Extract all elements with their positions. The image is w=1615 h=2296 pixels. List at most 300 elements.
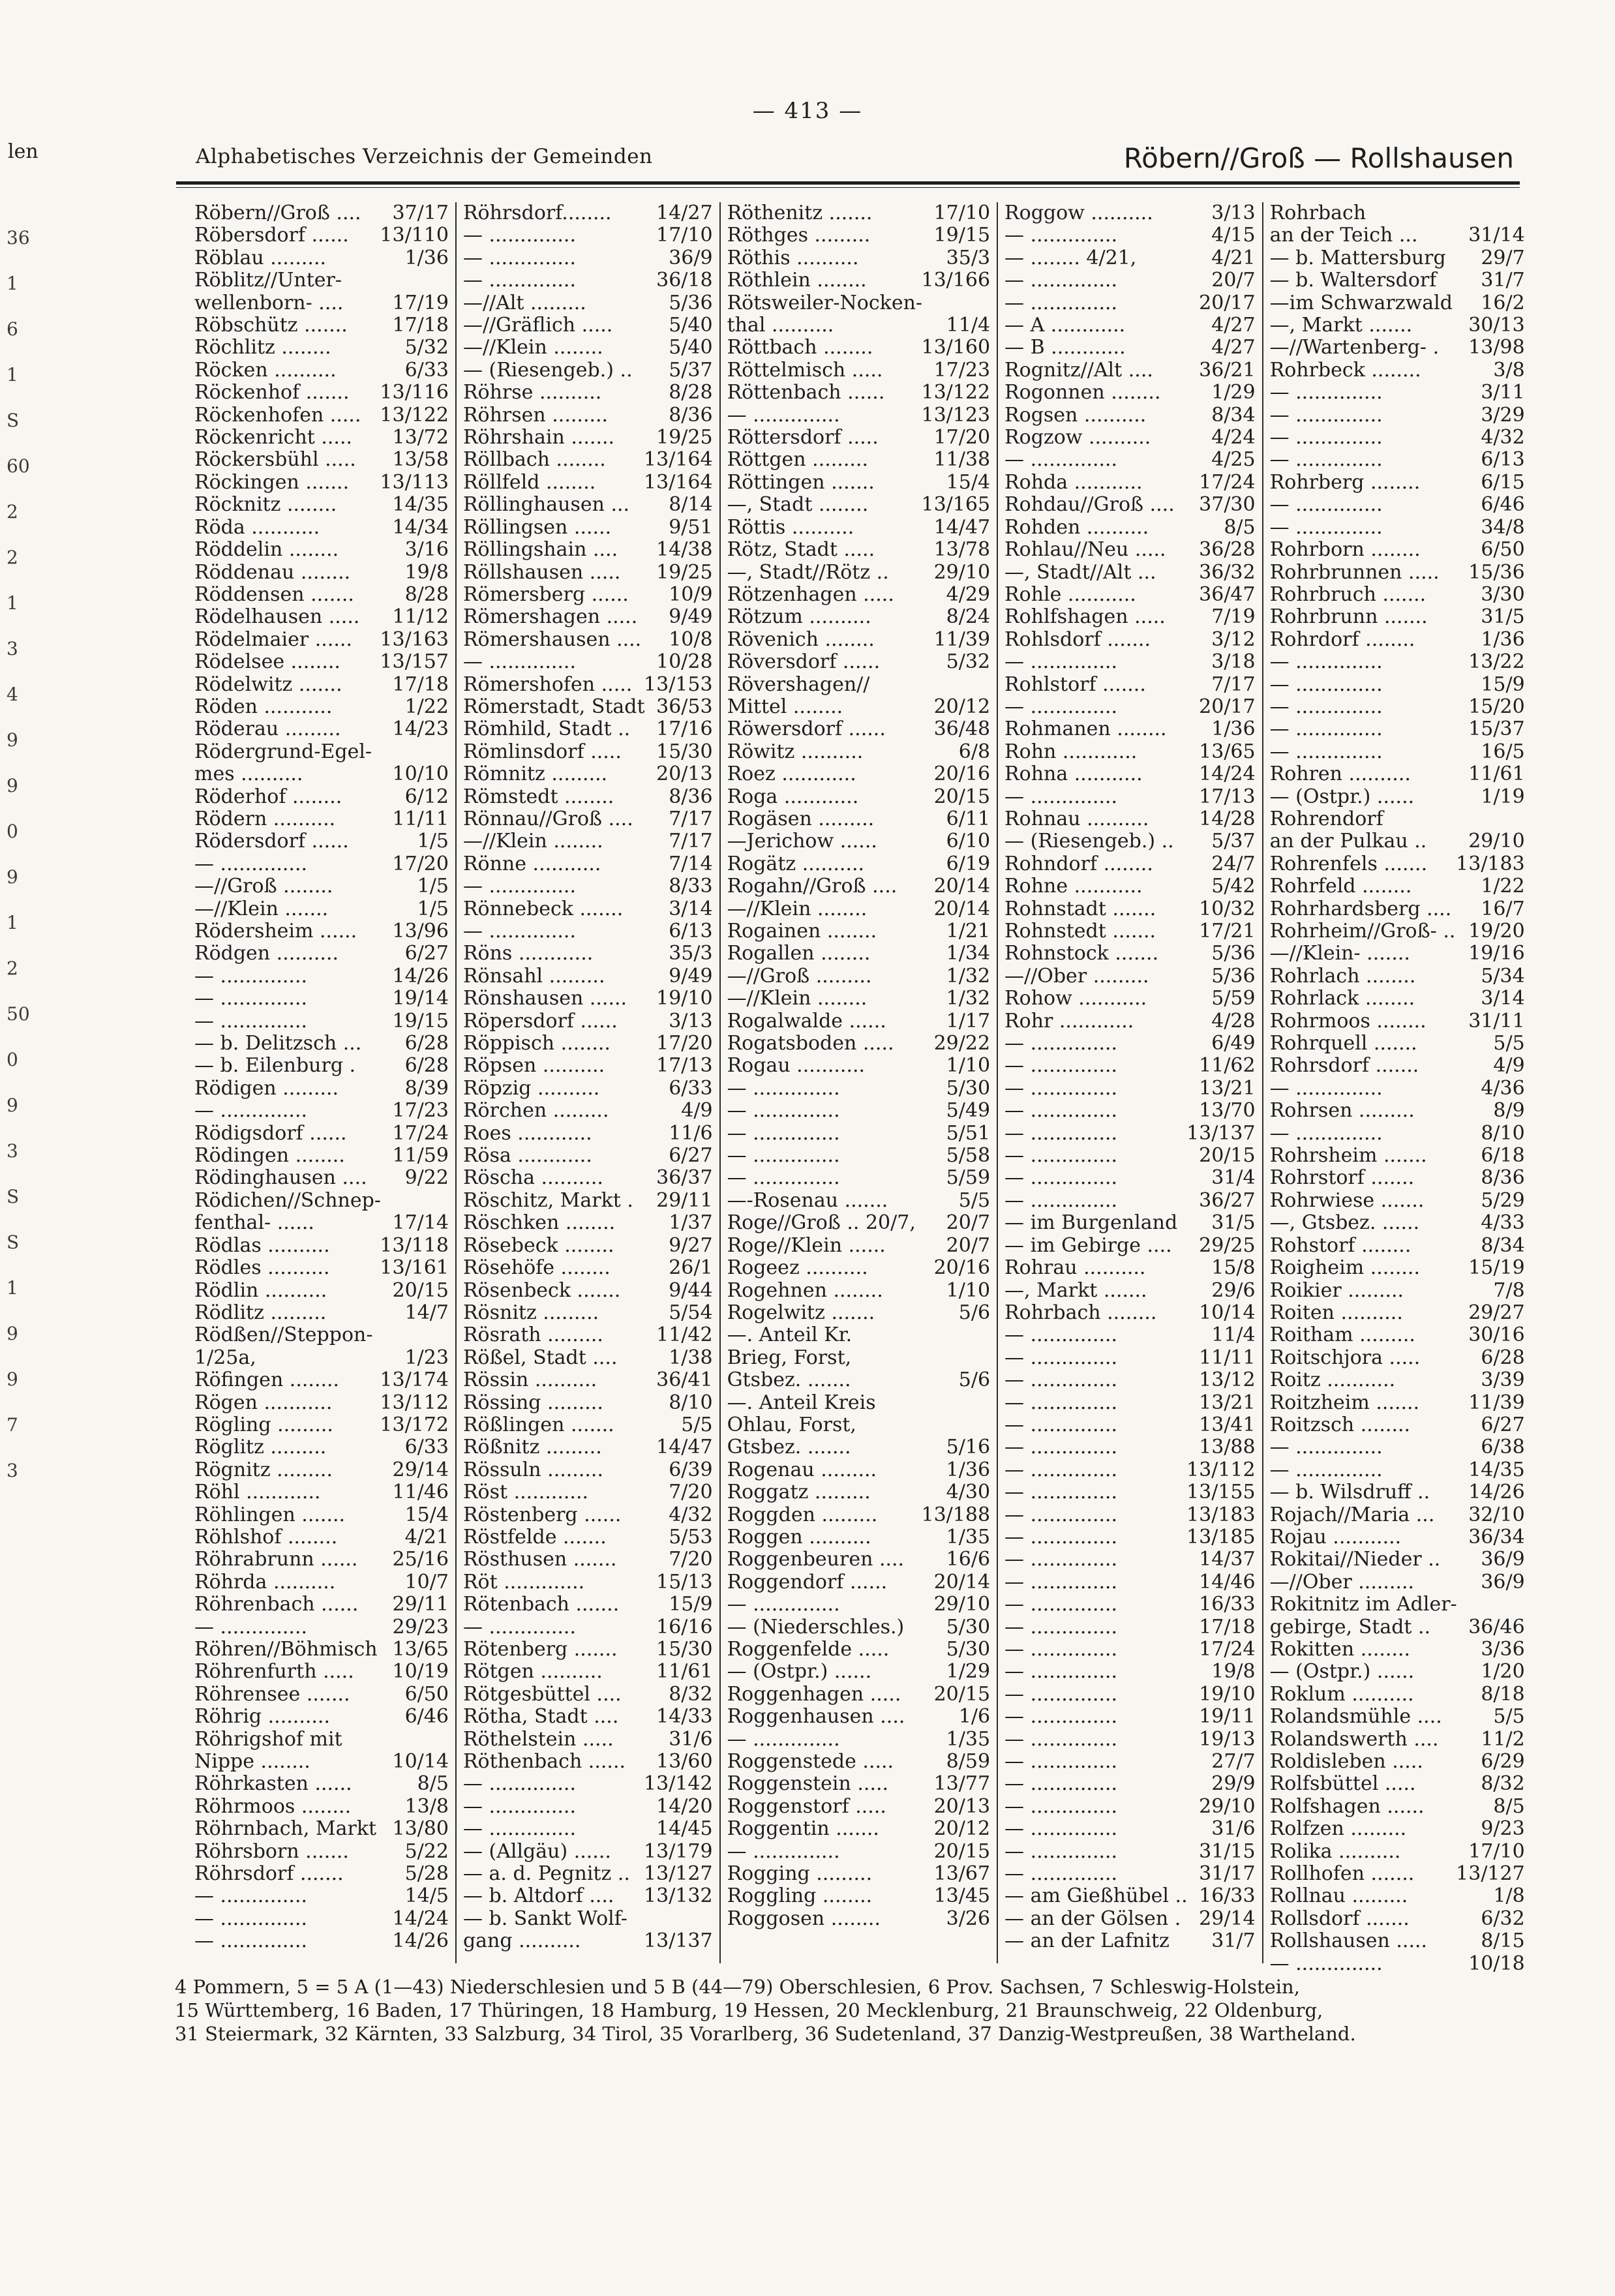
entry-ref: 8/34 bbox=[1481, 1233, 1525, 1257]
entry-name: Rollnau ......... bbox=[1269, 1884, 1408, 1908]
index-entry bbox=[1004, 472, 1256, 494]
entry-ref: 6/13 bbox=[1481, 448, 1525, 472]
index-entry bbox=[463, 1033, 713, 1055]
index-entry bbox=[727, 1145, 990, 1167]
entry-name: — (Ostpr.) ...... bbox=[727, 1660, 872, 1684]
entry-ref: 1/22 bbox=[404, 695, 449, 718]
entry-ref: 10/9 bbox=[669, 582, 713, 606]
index-entry bbox=[194, 359, 449, 382]
entry-name: — .............. bbox=[1004, 1772, 1118, 1796]
entry-ref: 36/37 bbox=[656, 1166, 713, 1190]
entry-ref: 14/26 bbox=[1468, 1481, 1525, 1504]
index-entry bbox=[1004, 875, 1256, 898]
entry-name: Rödinghausen .... bbox=[194, 1166, 367, 1190]
entry-ref: 3/12 bbox=[1211, 627, 1256, 651]
index-entry bbox=[1270, 1347, 1525, 1369]
entry-ref: 5/40 bbox=[669, 314, 713, 337]
entry-ref: 13/166 bbox=[921, 269, 991, 292]
entry-name: Roggenstorf ..... bbox=[727, 1794, 886, 1818]
entry-name: — .............. bbox=[1004, 1391, 1118, 1414]
index-entry bbox=[727, 1392, 990, 1414]
entry-ref: 29/10 bbox=[933, 1593, 991, 1616]
index-entry bbox=[194, 1594, 449, 1616]
entry-ref: 5/59 bbox=[1211, 987, 1256, 1010]
index-entry bbox=[1004, 1908, 1256, 1930]
index-entry bbox=[1270, 1639, 1525, 1661]
entry-ref: 8/5 bbox=[417, 1772, 449, 1796]
index-entry bbox=[194, 1841, 449, 1863]
index-entry bbox=[1004, 449, 1256, 471]
index-entry bbox=[463, 269, 713, 292]
entry-ref: 36/9 bbox=[669, 246, 713, 269]
entry-name: Rösa ............ bbox=[462, 1144, 592, 1168]
entry-ref: 29/9 bbox=[1211, 1772, 1256, 1796]
index-entry bbox=[194, 1751, 449, 1773]
entry-name: Röschken ........ bbox=[462, 1211, 616, 1235]
entry-name: Rohren .......... bbox=[1269, 763, 1411, 786]
entry-ref: 7/17 bbox=[669, 807, 713, 830]
index-entry bbox=[463, 1078, 713, 1100]
entry-name: Röhrnbach, Markt bbox=[194, 1817, 377, 1841]
index-entry bbox=[1270, 786, 1525, 808]
entry-ref: 11/11 bbox=[392, 807, 449, 830]
index-entry bbox=[727, 1526, 990, 1548]
entry-name: Rödles .......... bbox=[194, 1256, 330, 1280]
entry-ref: 1/10 bbox=[946, 1054, 991, 1078]
entry-ref: 17/20 bbox=[933, 426, 991, 449]
entry-ref: 8/59 bbox=[946, 1750, 991, 1774]
entry-name: Röttersdorf ..... bbox=[727, 426, 879, 449]
entry-name: —, Stadt ........ bbox=[727, 493, 869, 517]
index-entry bbox=[194, 741, 449, 763]
margin-fragment: 9 bbox=[7, 866, 18, 888]
entry-name: — .............. bbox=[1004, 1054, 1118, 1078]
index-entry bbox=[1004, 1773, 1256, 1795]
entry-ref: 1/5 bbox=[417, 897, 449, 920]
entry-ref: 3/18 bbox=[1211, 650, 1256, 674]
entry-ref: 13/183 bbox=[1186, 1503, 1256, 1526]
entry-ref: 24/7 bbox=[1211, 852, 1256, 875]
entry-name: Rödlas .......... bbox=[194, 1233, 330, 1257]
entry-name: —//Klein ........ bbox=[462, 830, 603, 853]
index-entry bbox=[727, 517, 990, 539]
entry-ref: 14/38 bbox=[656, 538, 713, 562]
entry-ref: 5/32 bbox=[946, 650, 991, 674]
index-entry bbox=[463, 517, 713, 539]
page-header-left: Alphabetisches Verzeichnis der Gemeinden bbox=[196, 145, 653, 168]
entry-name: Rödersdorf ...... bbox=[194, 830, 349, 853]
entry-name: — .............. bbox=[1269, 448, 1383, 472]
entry-ref: 5/51 bbox=[946, 1121, 991, 1145]
index-entry bbox=[194, 1908, 449, 1930]
entry-ref: 15/36 bbox=[1468, 560, 1525, 584]
entry-ref: 17/18 bbox=[392, 672, 449, 696]
index-entry bbox=[194, 1706, 449, 1728]
entry-name: Rohrhardsberg .... bbox=[1269, 897, 1452, 920]
entry-name: — .............. bbox=[462, 920, 576, 943]
index-entry bbox=[194, 584, 449, 606]
index-entry bbox=[727, 1594, 990, 1616]
margin-fragment: 6 bbox=[7, 318, 18, 340]
entry-ref: 1/32 bbox=[946, 987, 991, 1010]
entry-name: fenthal- ...... bbox=[194, 1211, 314, 1235]
entry-name: — .............. bbox=[727, 1593, 840, 1616]
entry-name: Rogenau ......... bbox=[727, 1458, 877, 1481]
entry-name: Rogalwalde ...... bbox=[727, 1009, 886, 1033]
entry-name: Römlinsdorf ..... bbox=[462, 740, 622, 763]
entry-name: Rönsahl ......... bbox=[462, 964, 605, 988]
entry-ref: 11/39 bbox=[933, 627, 991, 651]
entry-ref: 9/51 bbox=[669, 515, 713, 539]
entry-ref: 13/8 bbox=[404, 1794, 449, 1818]
entry-ref: 13/163 bbox=[380, 627, 449, 651]
index-entry bbox=[1270, 965, 1525, 988]
index-entry bbox=[194, 1885, 449, 1907]
index-entry bbox=[463, 1055, 713, 1077]
index-entry bbox=[727, 1773, 990, 1795]
index-entry bbox=[727, 539, 990, 561]
entry-name: Röttis .......... bbox=[727, 515, 854, 539]
index-entry bbox=[194, 786, 449, 808]
entry-name: Rogehnen ........ bbox=[727, 1278, 883, 1302]
entry-ref: 1/21 bbox=[946, 920, 991, 943]
index-entry bbox=[1004, 1257, 1256, 1279]
entry-name: Röddensen ....... bbox=[194, 582, 354, 606]
entry-ref: 14/47 bbox=[656, 1436, 713, 1459]
entry-name: Rohrsen ......... bbox=[1269, 1099, 1415, 1123]
entry-ref: 19/11 bbox=[1199, 1705, 1256, 1729]
index-entry bbox=[194, 1729, 449, 1751]
entry-name: Röckingen ....... bbox=[194, 470, 350, 494]
index-entry bbox=[194, 875, 449, 898]
entry-name: Rödigsdorf ...... bbox=[194, 1121, 347, 1145]
index-entry bbox=[463, 224, 713, 247]
index-entry bbox=[1004, 1930, 1256, 1952]
entry-ref: 17/10 bbox=[1468, 1839, 1525, 1863]
index-entry bbox=[194, 1100, 449, 1122]
entry-name: Röns ............ bbox=[462, 942, 594, 965]
index-entry bbox=[463, 1324, 713, 1346]
index-entry bbox=[194, 853, 449, 875]
entry-name: — .............. bbox=[1269, 740, 1383, 763]
entry-ref: 5/32 bbox=[404, 336, 449, 359]
entry-ref: 19/10 bbox=[1199, 1682, 1256, 1706]
entry-name: Röglitz ......... bbox=[194, 1436, 327, 1459]
entry-ref: 13/88 bbox=[1199, 1436, 1256, 1459]
entry-name: Brieg, Forst, bbox=[727, 1346, 852, 1369]
entry-name: — .............. bbox=[1004, 1862, 1118, 1886]
index-entry bbox=[463, 1504, 713, 1526]
entry-ref: 36/32 bbox=[1199, 560, 1256, 584]
entry-name: —//Wartenberg- . bbox=[1269, 336, 1440, 359]
entry-ref: 5/29 bbox=[1481, 1188, 1525, 1212]
index-entry bbox=[463, 943, 713, 965]
entry-ref: 19/8 bbox=[404, 560, 449, 584]
entry-ref: 4/27 bbox=[1211, 314, 1256, 337]
entry-ref: 4/21 bbox=[1211, 246, 1256, 269]
entry-ref: 6/29 bbox=[1481, 1750, 1525, 1774]
entry-name: —//Ober ......... bbox=[1004, 964, 1149, 988]
entry-name: —//Klein ....... bbox=[194, 897, 329, 920]
entry-ref: 5/49 bbox=[946, 1099, 991, 1123]
entry-ref: 1/29 bbox=[1211, 381, 1256, 404]
entry-name: Roge//Klein ...... bbox=[727, 1233, 886, 1257]
entry-name: Rötzenhagen ..... bbox=[727, 582, 894, 606]
index-entry bbox=[1004, 517, 1256, 539]
entry-name: — .............. bbox=[1269, 1076, 1383, 1100]
entry-name: Rohrberg ........ bbox=[1269, 470, 1421, 494]
entry-ref: 13/113 bbox=[380, 470, 449, 494]
index-entry bbox=[1270, 1571, 1525, 1594]
index-entry bbox=[1270, 314, 1525, 337]
margin-fragment: 3 bbox=[7, 638, 18, 659]
index-entry bbox=[727, 1235, 990, 1257]
entry-name: Rödlin .......... bbox=[194, 1278, 327, 1302]
index-entry bbox=[1004, 1436, 1256, 1458]
margin-fragment: 9 bbox=[7, 775, 18, 796]
entry-name: — .............. bbox=[1269, 650, 1383, 674]
index-entry bbox=[1004, 292, 1256, 314]
entry-name: — .............. bbox=[1004, 291, 1118, 314]
entry-name: Rötzum .......... bbox=[727, 605, 871, 629]
entry-name: Rösthusen ....... bbox=[462, 1548, 617, 1571]
entry-name: — .............. bbox=[194, 1884, 308, 1908]
entry-name: Rößnitz ......... bbox=[462, 1436, 602, 1459]
index-entry bbox=[1004, 1729, 1256, 1751]
entry-name: Roitzheim ....... bbox=[1269, 1391, 1420, 1414]
index-entry bbox=[463, 965, 713, 988]
entry-ref: 29/14 bbox=[1199, 1907, 1256, 1930]
index-entry bbox=[727, 359, 990, 382]
entry-ref: 29/27 bbox=[1468, 1301, 1525, 1324]
index-entry bbox=[727, 472, 990, 494]
entry-name: — .............. bbox=[1269, 1121, 1383, 1145]
entry-ref: 4/32 bbox=[669, 1503, 713, 1526]
entry-ref: 32/10 bbox=[1468, 1503, 1525, 1526]
index-entry bbox=[1270, 584, 1525, 606]
entry-ref: 19/15 bbox=[933, 224, 991, 247]
entry-ref: 5/36 bbox=[669, 291, 713, 314]
entry-ref: 13/60 bbox=[656, 1750, 713, 1774]
entry-name: Röddenau ........ bbox=[194, 560, 351, 584]
index-entry bbox=[1004, 920, 1256, 943]
entry-ref: 5/42 bbox=[1211, 875, 1256, 898]
index-entry bbox=[1004, 718, 1256, 740]
entry-ref: 4/28 bbox=[1211, 1009, 1256, 1033]
entry-ref: 1/32 bbox=[946, 964, 991, 988]
entry-ref: 13/160 bbox=[921, 336, 991, 359]
entry-name: — .............. bbox=[1269, 426, 1383, 449]
entry-ref: 20/14 bbox=[933, 875, 991, 898]
entry-ref: 6/13 bbox=[669, 920, 713, 943]
index-entry bbox=[1270, 1908, 1525, 1930]
entry-name: — (Riesengeb.) .. bbox=[462, 358, 633, 382]
index-entry bbox=[194, 292, 449, 314]
index-entry bbox=[463, 808, 713, 830]
entry-ref: 20/13 bbox=[656, 763, 713, 786]
entry-name: Röttgen ......... bbox=[727, 448, 868, 472]
entry-ref: 11/38 bbox=[933, 448, 991, 472]
margin-fragment: 1 bbox=[7, 592, 18, 614]
entry-name: Rödgen .......... bbox=[194, 942, 339, 965]
index-entry bbox=[463, 1436, 713, 1458]
index-entry bbox=[727, 943, 990, 965]
entry-name: —, Stadt//Alt ... bbox=[1004, 560, 1156, 584]
index-entry bbox=[727, 920, 990, 943]
entry-ref: 29/10 bbox=[1199, 1794, 1256, 1818]
entry-ref: 9/44 bbox=[669, 1278, 713, 1302]
entry-name: Rohrbruch ....... bbox=[1269, 582, 1426, 606]
index-entry bbox=[463, 1235, 713, 1257]
index-entry bbox=[194, 1302, 449, 1324]
entry-ref: 11/2 bbox=[1481, 1727, 1525, 1751]
index-entry bbox=[1004, 629, 1256, 651]
entry-ref: 20/7 bbox=[1211, 269, 1256, 292]
entry-ref: 14/27 bbox=[656, 202, 713, 224]
index-entry bbox=[1270, 943, 1525, 965]
entry-name: Rögling ......... bbox=[194, 1413, 333, 1436]
entry-ref: 16/5 bbox=[1481, 740, 1525, 763]
index-entry bbox=[463, 606, 713, 628]
entry-ref: 8/9 bbox=[1493, 1099, 1525, 1123]
index-entry bbox=[1270, 1504, 1525, 1526]
index-entry bbox=[1270, 1773, 1525, 1795]
entry-ref: 27/7 bbox=[1211, 1750, 1256, 1774]
index-entry bbox=[1004, 1145, 1256, 1167]
entry-name: — .............. bbox=[194, 1929, 308, 1953]
index-entry bbox=[463, 629, 713, 651]
entry-name: Röhrshain ....... bbox=[462, 426, 615, 449]
entry-ref: 1/36 bbox=[1481, 627, 1525, 651]
entry-name: Rogeez .......... bbox=[727, 1256, 868, 1280]
index-entry bbox=[463, 1548, 713, 1571]
margin-fragment: 9 bbox=[7, 729, 18, 751]
entry-name: — (Riesengeb.) .. bbox=[1004, 830, 1174, 853]
index-entry bbox=[1270, 1459, 1525, 1481]
entry-ref: 15/4 bbox=[404, 1503, 449, 1526]
index-entry bbox=[727, 1190, 990, 1212]
entry-ref: 19/20 bbox=[1468, 920, 1525, 943]
entry-name: —//Klein- ....... bbox=[1269, 942, 1410, 965]
index-entry bbox=[463, 472, 713, 494]
index-entry bbox=[727, 853, 990, 875]
entry-ref: 8/10 bbox=[669, 1391, 713, 1414]
entry-ref: 15/30 bbox=[656, 1638, 713, 1661]
index-entry bbox=[727, 1841, 990, 1863]
entry-name: Rohrlach ........ bbox=[1269, 964, 1416, 988]
entry-ref: 15/8 bbox=[1211, 1256, 1256, 1280]
index-entry bbox=[194, 1257, 449, 1279]
entry-ref: 11/39 bbox=[1468, 1391, 1525, 1414]
entry-ref: 20/12 bbox=[933, 1817, 991, 1841]
entry-name: — .............. bbox=[727, 1144, 840, 1168]
entry-ref: 5/16 bbox=[946, 1436, 991, 1459]
index-entry bbox=[463, 584, 713, 606]
entry-ref: 13/118 bbox=[380, 1233, 449, 1257]
entry-name: —, Gtsbez. ...... bbox=[1269, 1211, 1420, 1235]
entry-name: Rössin .......... bbox=[462, 1368, 597, 1392]
index-entry bbox=[1270, 1167, 1525, 1189]
entry-ref: 17/13 bbox=[656, 1054, 713, 1078]
entry-ref: 7/17 bbox=[669, 830, 713, 853]
entry-name: Gtsbez. ....... bbox=[727, 1436, 851, 1459]
entry-ref: 20/14 bbox=[933, 897, 991, 920]
entry-ref: 13/183 bbox=[1456, 852, 1525, 875]
index-entry bbox=[463, 1863, 713, 1885]
entry-ref: 5/37 bbox=[1211, 830, 1256, 853]
entry-ref: 6/27 bbox=[669, 1144, 713, 1168]
entry-name: Roge//Groß .. 20/7, bbox=[727, 1211, 916, 1235]
entry-ref: 13/164 bbox=[644, 470, 713, 494]
entry-name: — b. Sankt Wolf- bbox=[462, 1907, 627, 1930]
index-entry bbox=[463, 674, 713, 696]
entry-ref: 11/62 bbox=[1199, 1054, 1256, 1078]
entry-ref: 15/30 bbox=[656, 740, 713, 763]
entry-name: gang .......... bbox=[462, 1929, 581, 1953]
index-entry bbox=[1270, 1392, 1525, 1414]
index-entry bbox=[727, 337, 990, 359]
entry-name: Rogäsen ......... bbox=[727, 807, 875, 830]
index-entry bbox=[1270, 1526, 1525, 1548]
entry-ref: 6/28 bbox=[404, 1054, 449, 1078]
index-entry bbox=[463, 1212, 713, 1234]
entry-name: Röfingen ........ bbox=[194, 1368, 340, 1392]
entry-name: Rössing ......... bbox=[462, 1391, 603, 1414]
index-entry bbox=[727, 269, 990, 292]
entry-name: Rödßen//Steppon- bbox=[194, 1323, 373, 1347]
entry-name: Roez ............ bbox=[727, 763, 856, 786]
entry-ref: 1/29 bbox=[946, 1660, 991, 1684]
entry-ref: 25/16 bbox=[392, 1548, 449, 1571]
entry-ref: 3/26 bbox=[946, 1907, 991, 1930]
entry-name: Rohlfshagen ..... bbox=[1004, 605, 1166, 629]
entry-name: — .............. bbox=[1269, 403, 1383, 427]
index-entry bbox=[727, 202, 990, 224]
index-entry bbox=[1004, 382, 1256, 404]
entry-name: Röhrenfurth ..... bbox=[194, 1660, 354, 1684]
index-entry bbox=[727, 674, 990, 696]
entry-name: Roikier ......... bbox=[1269, 1278, 1404, 1302]
entry-name: Röllfeld ........ bbox=[462, 470, 596, 494]
entry-ref: 8/5 bbox=[1224, 515, 1256, 539]
index-entry bbox=[1270, 1751, 1525, 1773]
entry-name: — .............. bbox=[1004, 1727, 1118, 1751]
entry-name: Rödelhausen ..... bbox=[194, 605, 360, 629]
entry-ref: 14/34 bbox=[392, 515, 449, 539]
entry-name: Rollsdorf ....... bbox=[1269, 1907, 1410, 1930]
entry-name: Rohrendorf bbox=[1269, 807, 1383, 830]
entry-name: Röden ........... bbox=[194, 695, 333, 718]
index-entry bbox=[463, 830, 713, 853]
entry-name: — .............. bbox=[462, 1794, 576, 1818]
entry-name: Rogau ........... bbox=[727, 1054, 866, 1078]
index-entry bbox=[727, 584, 990, 606]
entry-ref: 8/36 bbox=[669, 785, 713, 808]
index-entry bbox=[727, 1796, 990, 1818]
entry-ref: 13/179 bbox=[644, 1839, 713, 1863]
entry-ref: 31/6 bbox=[1211, 1817, 1256, 1841]
index-entry bbox=[727, 1548, 990, 1571]
entry-name: Rohrstorf ....... bbox=[1269, 1166, 1415, 1190]
index-entry bbox=[1270, 1818, 1525, 1840]
margin-fragment: 2 bbox=[7, 958, 18, 979]
index-entry bbox=[194, 1526, 449, 1548]
entry-ref: 8/14 bbox=[669, 493, 713, 517]
entry-name: — B ............ bbox=[1004, 336, 1126, 359]
index-entry bbox=[194, 965, 449, 988]
index-entry bbox=[194, 1212, 449, 1234]
index-entry bbox=[194, 1773, 449, 1795]
